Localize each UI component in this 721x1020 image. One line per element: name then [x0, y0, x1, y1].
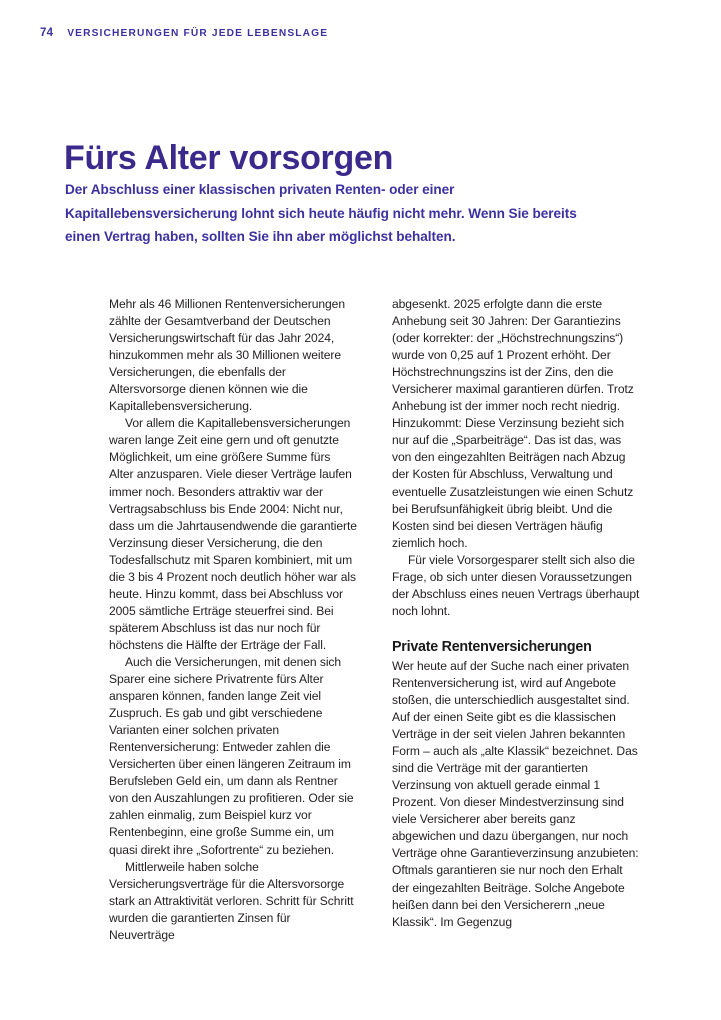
paragraph: Für viele Vorsorgesparer stellt sich also die Frage, ob sich unter diesen Voraussetzungen der Abschluss eines neuen Vertrags überhaupt noch lohnt. [392, 552, 640, 618]
article-lead: Der Abschluss einer klassischen privaten Renten- oder einer Kapitallebensversicherung lohnt sich heute häufig nicht mehr. Wenn Sie bereits einen Vertrag haben, sollten Sie ihn aber möglichst behalten. [65, 182, 577, 245]
paragraph: abgesenkt. 2025 erfolgte dann die erste Anhebung seit 30 Jahren: Der Garantiezins (oder korrekter: der „Höchstrechnungszins“) wurde von 0,25 auf 1 Prozent erhöht. Der Höchstrechnungszins ist der Zins, den die Versicherer maximal garantieren dürfen. Trotz Anhebung ist der immer noch recht niedrig. Hinzukommt: Diese Verzinsung bezieht sich nur auf die „Sparbeiträge“. Das ist das, was von den eingezahlten Beiträgen nach Abzug der Kosten für Abschluss, Verwaltung und eventuelle Zusatzleistungen wie einen Schutz bei Berufsunfähigkeit übrig bleibt. Und die Kosten sind bei diesen Verträgen häufig ziemlich hoch. [392, 297, 634, 550]
page-number: 74 [40, 27, 54, 39]
paragraph: Wer heute auf der Suche nach einer privaten Rentenversicherung ist, wird auf Angebote stoßen, die unterschiedlich ausgestaltet sind. Auf der einen Seite gibt es die klassischen Verträge in der seit vielen Jahren bekannten Form – auch als „alte Klassik“ bezeichnet. Das sind die Verträge mit der garantierten Verzinsung von aktuell gerade einmal 1 Prozent. Von dieser Mindestverzinsung sind viele Versicherer aber bereits ganz abgewichen und dazu übergangen, nur noch Verträge ohne Garantieverzinsung anzubieten: Oftmals garantieren sie nur noch den Erhalt der eingezahlten Beiträge. Solche Angebote heißen dann bei den Versicherern „neue Klassik“. Im Gegenzug [392, 658, 639, 929]
section-title: VERSICHERUNGEN FÜR JEDE LEBENSLAGE [67, 28, 329, 39]
article-headline: Fürs Alter vorsorgen [64, 138, 394, 177]
left-column [109, 296, 357, 944]
body-columns [109, 296, 641, 944]
paragraph: Mehr als 46 Millionen Rentenversicherungen zählte der Gesamtverband der Deutschen Versicherungswirtschaft für das Jahr 2024, hinzukommen mehr als 30 Millionen weitere Versicherungen, die ebenfalls der Altersvorsorge dienen können wie die Kapitallebensversicherung. [109, 297, 345, 414]
paragraph: Vor allem die Kapitallebensversicherungen waren lange Zeit eine gern und oft genutzte Möglichkeit, um eine größere Summe fürs Alter anzusparen. Viele dieser Verträge laufen immer noch. Besonders attraktiv war der Vertragsabschluss bis Ende 2004: Nicht nur, dass um die Jahrtausendwende die garantierte Verzinsung dieser Versicherung, die den Todesfallschutz mit Sparen kombiniert, mit um die 3 bis 4 Prozent noch deutlich höher war als heute. Hinzu kommt, dass bei Abschluss vor 2005 sämtliche Erträge steuerfrei sind. Bei späterem Abschluss ist das nur noch für höchstens die Hälfte der Erträge der Fall. [109, 416, 357, 652]
running-header [40, 27, 328, 39]
paragraph: Mittlerweile haben solche Versicherungsverträge für die Altersvorsorge stark an Attraktivität verloren. Schritt für Schritt wurden die garantierten Zinsen für Neuverträge [109, 859, 354, 942]
right-column [392, 296, 640, 944]
paragraph: Auch die Versicherungen, mit denen sich Sparer eine sichere Privatrente fürs Alter ansparen können, fanden lange Zeit viel Zuspruch. Es gab und gibt verschiedene Varianten einer solchen privaten Rentenversicherung: Entweder zahlen die Versicherten über einen längeren Zeitraum im Berufsleben Geld ein, um dann als Rentner von den Auszahlungen zu profitieren. Oder sie zahlen einmalig, zum Beispiel kurz vor Rentenbeginn, eine große Summe ein, um quasi direkt ihre „Sofortrente“ zu beziehen. [109, 654, 354, 857]
section-subheading: Private Rentenversicherungen [392, 638, 592, 655]
